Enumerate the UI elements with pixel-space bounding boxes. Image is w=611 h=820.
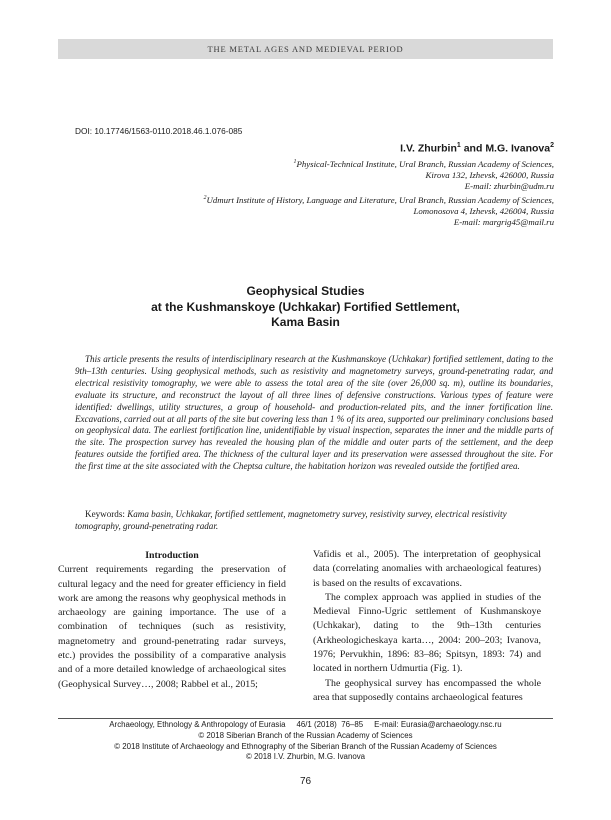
body-column-left — [58, 549, 286, 692]
affiliation-line: $^1$Physical-Technical Institute, Ural Branch, Russian Academy of Sciences, — [293, 158, 554, 169]
authors — [400, 142, 554, 155]
footer-copyright-2: © 2018 Institute of Archaeology and Ethnography of the Siberian Branch of the Russian Academy of Sciences — [114, 741, 497, 751]
keywords — [75, 509, 553, 533]
footer-divider — [58, 718, 553, 719]
title-line-2: at the Kushmanskoye (Uchkakar) Fortified Settlement, — [151, 299, 460, 314]
footer-copyright-1: © 2018 Siberian Branch of the Russian Academy of Sciences — [198, 730, 413, 740]
footer-journal-line: Archaeology, Ethnology & Anthropology of Eurasia 46/1 (2018) 76–85 E-mail: Eurasia@archaeology.nsc.ru — [109, 720, 502, 729]
footer-copyright-3: © 2018 I.V. Zhurbin, M.G. Ivanova — [245, 752, 366, 762]
section-heading-introduction: Introduction — [145, 550, 199, 561]
title-line-3: Kama Basin — [271, 315, 340, 329]
affiliation-line: $^2$Udmurt Institute of History, Language and Literature, Ural Branch, Russian Academy of Sciences, — [203, 194, 554, 205]
author-first: I.V. Zhurbin — [400, 142, 457, 155]
affiliation-line: E-mail: zhurbin@udm.ru — [464, 181, 554, 192]
affiliation-line: Lomonosova 4, Izhevsk, 426004, Russia — [413, 205, 554, 216]
running-header-text: THE METAL AGES AND MEDIEVAL PERIOD — [207, 44, 404, 54]
body-paragraph: Vafidis et al., 2005). The interpretation of geophysical data (correlating anomalies with archaeological features) is based on the results of excavations. — [313, 549, 541, 589]
doi: DOI: 10.17746/1563-0110.2018.46.1.076-085 — [75, 126, 243, 136]
affiliations — [94, 157, 554, 228]
author-second-sup: 2 — [550, 142, 554, 149]
page-number: 76 — [299, 776, 312, 787]
affiliation-line: Kirova 132, Izhevsk, 426000, Russia — [425, 170, 554, 181]
article-title — [58, 284, 553, 331]
author-and: and — [460, 142, 486, 155]
author-first-sup: 1 — [456, 142, 461, 149]
running-header — [58, 39, 553, 59]
abstract: This article presents the results of interdisciplinary research at the Kushmanskoye (Uchkakar) fortified settlement, dating to the 9th–13th centuries. Using geophysical methods, such as resistivity and magnetometry surveys, ground-penetrating radar, and electrical resistivity tomography, we were able to assess the total area of the site (over 26,000 sq. m), outline its boundaries, evaluate its structure, and reconstruct the layout of all three lines of defensive constructions. Various types of feature were identified: dwellings, utility structures, a group of household- and production-related pits, and the inner fortification line. Excavations, carried out at all parts of the site but covering less than 1 % of its area, supported our preliminary conclusions based on geophysical data. The earliest fortification line, unidentifiable by visual inspection, separates the inner and the middle parts of the site. The prospection survey has revealed the housing plan of the middle and outer parts of the settlement, and the deep features outside the fortified area. The thickness of the cultural layer and its preservation were assessed throughout the site. For the first time at the site associated with the Cheptsa culture, the habitation horizon was revealed outside the fortified area. — [75, 354, 553, 472]
body-paragraph: The geophysical survey has encompassed the whole area that supposedly contains archaeological features — [313, 677, 541, 703]
body-paragraph: The complex approach was applied in studies of the Medieval Finno-Ugric settlement of Kushmanskoye (Uchkakar), dating to the 9th–13th centuries (Arkheologicheskaya karta…, 2004: 200–203; Ivanova, 1976; Pervukhin, 1896: 83–86; Spitsyn, 1893: 74) and located in northern Udmurtia (Fig. 1). — [313, 591, 541, 675]
title-line-1: Geophysical Studies — [246, 284, 365, 298]
affiliation-line: E-mail: margrig45@mail.ru — [453, 216, 554, 227]
body-paragraph: Current requirements regarding the preservation of cultural legacy and the need for greater efficiency in field work are among the reasons why geophysical methods in archaeology are gaining importance. The use of a combination of techniques (such as resistivity, magnetometry and ground-penetrating radar surveys, etc.) provides the possibility of a comparative analysis and of a more detailed knowledge of archaeological sites (Geophysical Survey…, 2008; Rabbel et al., 2015; — [58, 564, 286, 690]
author-second: M.G. Ivanova — [485, 142, 551, 155]
footer — [58, 720, 553, 763]
body-column-right — [313, 548, 541, 705]
keywords-text: Kama basin, Uchkakar, fortified settlement, magnetometry survey, resistivity survey, electrical resistivity tomography, ground-penetrating radar. — [75, 509, 507, 531]
keywords-label: Keywords: — [85, 509, 128, 519]
